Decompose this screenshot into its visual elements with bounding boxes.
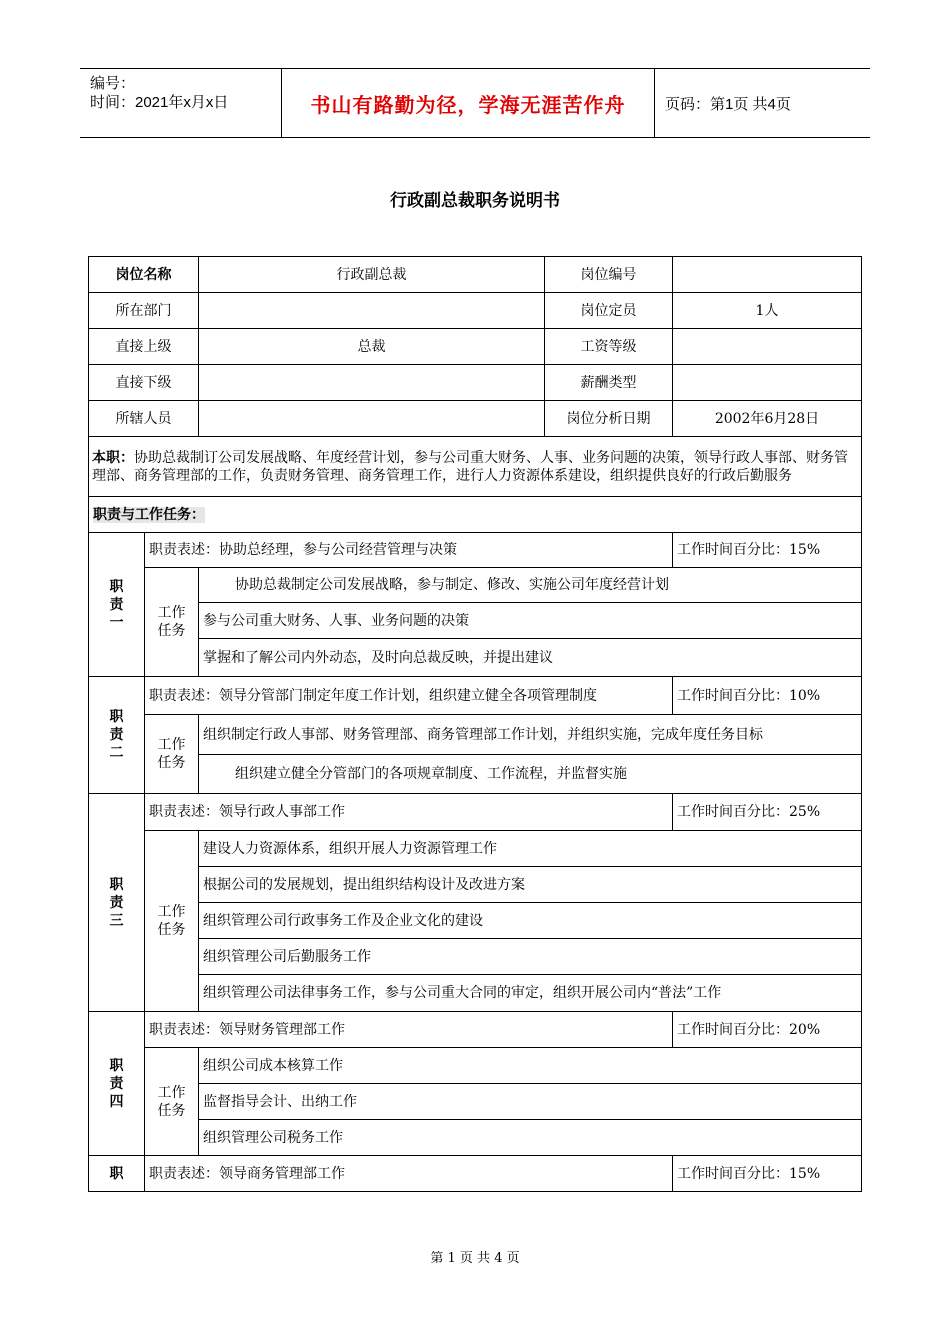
task-row — [89, 975, 862, 1012]
basic-row — [89, 401, 862, 437]
dept-label: 所在部门 — [89, 293, 199, 329]
duty-desc-row — [89, 1012, 862, 1048]
time-label: 时间：2021年x月x日 — [90, 94, 229, 111]
number-label: 编号： — [90, 75, 136, 92]
post-no-value — [673, 257, 862, 293]
summary-cell — [89, 437, 862, 497]
task-item: 组织管理公司后勤服务工作 — [199, 939, 862, 975]
task-item: 掌握和了解公司内外动态，及时向总裁反映，并提出建议 — [199, 639, 862, 677]
duty-name: 职 责 四 — [89, 1012, 145, 1156]
summary-row — [89, 437, 862, 497]
task-row — [89, 831, 862, 867]
job-description-table — [88, 256, 862, 1192]
duty-name: 职 — [89, 1156, 145, 1192]
section-row — [89, 497, 862, 533]
page-info: 页码：第1页 共4页 — [665, 95, 791, 113]
grade-label: 工资等级 — [545, 329, 673, 365]
superior-value: 总裁 — [199, 329, 545, 365]
task-row — [89, 1048, 862, 1084]
header-motto-cell — [281, 69, 655, 137]
basic-row — [89, 329, 862, 365]
page-footer: 第 1 页 共 4 页 — [430, 1251, 520, 1266]
task-item: 参与公司重大财务、人事、业务问题的决策 — [199, 603, 862, 639]
task-row — [89, 903, 862, 939]
basic-row — [89, 293, 862, 329]
grade-value — [673, 329, 862, 365]
task-item: 组织管理公司行政事务工作及企业文化的建设 — [199, 903, 862, 939]
headcount-label: 岗位定员 — [545, 293, 673, 329]
task-row — [89, 1120, 862, 1156]
dept-value — [199, 293, 545, 329]
basic-row — [89, 365, 862, 401]
task-item: 建设人力资源体系，组织开展人力资源管理工作 — [199, 831, 862, 867]
work-task-label: 工作 任务 — [145, 568, 199, 677]
subordinate-label: 直接下级 — [89, 365, 199, 401]
document-title: 行政副总裁职务说明书 — [390, 191, 560, 211]
task-row — [89, 867, 862, 903]
duty-desc-row — [89, 1156, 862, 1192]
staff-value — [199, 401, 545, 437]
section-title-cell — [89, 497, 862, 533]
duty-pct: 工作时间百分比：25% — [673, 794, 862, 831]
subordinate-value — [199, 365, 545, 401]
pay-type-value — [673, 365, 862, 401]
header-page-cell — [653, 69, 870, 137]
task-row — [89, 603, 862, 639]
duty-pct: 工作时间百分比：15% — [673, 1156, 862, 1192]
headcount-value: 1人 — [673, 293, 862, 329]
task-row — [89, 1084, 862, 1120]
analysis-date-label: 岗位分析日期 — [545, 401, 673, 437]
duty-desc-row — [89, 677, 862, 715]
duty-desc: 职责表述：领导商务管理部工作 — [145, 1156, 673, 1192]
post-name-label: 岗位名称 — [89, 257, 199, 293]
duty-name: 职 责 二 — [89, 677, 145, 794]
task-item: 根据公司的发展规划，提出组织结构设计及改进方案 — [199, 867, 862, 903]
duty-desc: 职责表述：领导行政人事部工作 — [145, 794, 673, 831]
work-task-label: 工作 任务 — [145, 715, 199, 794]
task-row — [89, 755, 862, 794]
basic-row — [89, 257, 862, 293]
work-task-label: 工作 任务 — [145, 1048, 199, 1156]
task-item: 组织公司成本核算工作 — [199, 1048, 862, 1084]
task-item: 组织建立健全分管部门的各项规章制度、工作流程，并监督实施 — [199, 755, 862, 794]
task-item: 协助总裁制定公司发展战略，参与制定、修改、实施公司年度经营计划 — [199, 568, 862, 603]
page-header — [80, 68, 870, 138]
post-no-label: 岗位编号 — [545, 257, 673, 293]
section-title: 职责与工作任务： — [93, 506, 205, 523]
task-item: 组织制定行政人事部、财务管理部、商务管理部工作计划，并组织实施，完成年度任务目标 — [199, 715, 862, 755]
duty-desc-row — [89, 533, 862, 568]
task-item: 监督指导会计、出纳工作 — [199, 1084, 862, 1120]
duty-pct: 工作时间百分比：10% — [673, 677, 862, 715]
duty-desc: 职责表述：协助总经理，参与公司经营管理与决策 — [145, 533, 673, 568]
summary-text: 协助总裁制订公司发展战略、年度经营计划，参与公司重大财务、人事、业务问题的决策，领导行政人事部、财务管理部、商务管理部的工作，负责财务管理、商务管理工作，进行人力资源体系建设，组织提供良好的行政后勤服务 — [92, 450, 848, 484]
task-row — [89, 568, 862, 603]
work-task-label: 工作 任务 — [145, 831, 199, 1012]
summary-label: 本职： — [92, 449, 134, 465]
pay-type-label: 薪酬类型 — [545, 365, 673, 401]
motto: 书山有路勤为径，学海无涯苦作舟 — [310, 92, 626, 117]
task-row — [89, 939, 862, 975]
analysis-date-value: 2002年6月28日 — [673, 401, 862, 437]
task-item: 组织管理公司税务工作 — [199, 1120, 862, 1156]
staff-label: 所辖人员 — [89, 401, 199, 437]
duty-name: 职 责 一 — [89, 533, 145, 677]
task-item: 组织管理公司法律事务工作，参与公司重大合同的审定，组织开展公司内“普法”工作 — [199, 975, 862, 1012]
header-meta — [80, 69, 281, 137]
task-row — [89, 715, 862, 755]
duty-name: 职 责 三 — [89, 794, 145, 1012]
duty-desc: 职责表述：领导财务管理部工作 — [145, 1012, 673, 1048]
post-name-value: 行政副总裁 — [199, 257, 545, 293]
task-row — [89, 639, 862, 677]
duty-pct: 工作时间百分比：15% — [673, 533, 862, 568]
duty-pct: 工作时间百分比：20% — [673, 1012, 862, 1048]
duty-desc: 职责表述：领导分管部门制定年度工作计划，组织建立健全各项管理制度 — [145, 677, 673, 715]
duty-desc-row — [89, 794, 862, 831]
superior-label: 直接上级 — [89, 329, 199, 365]
